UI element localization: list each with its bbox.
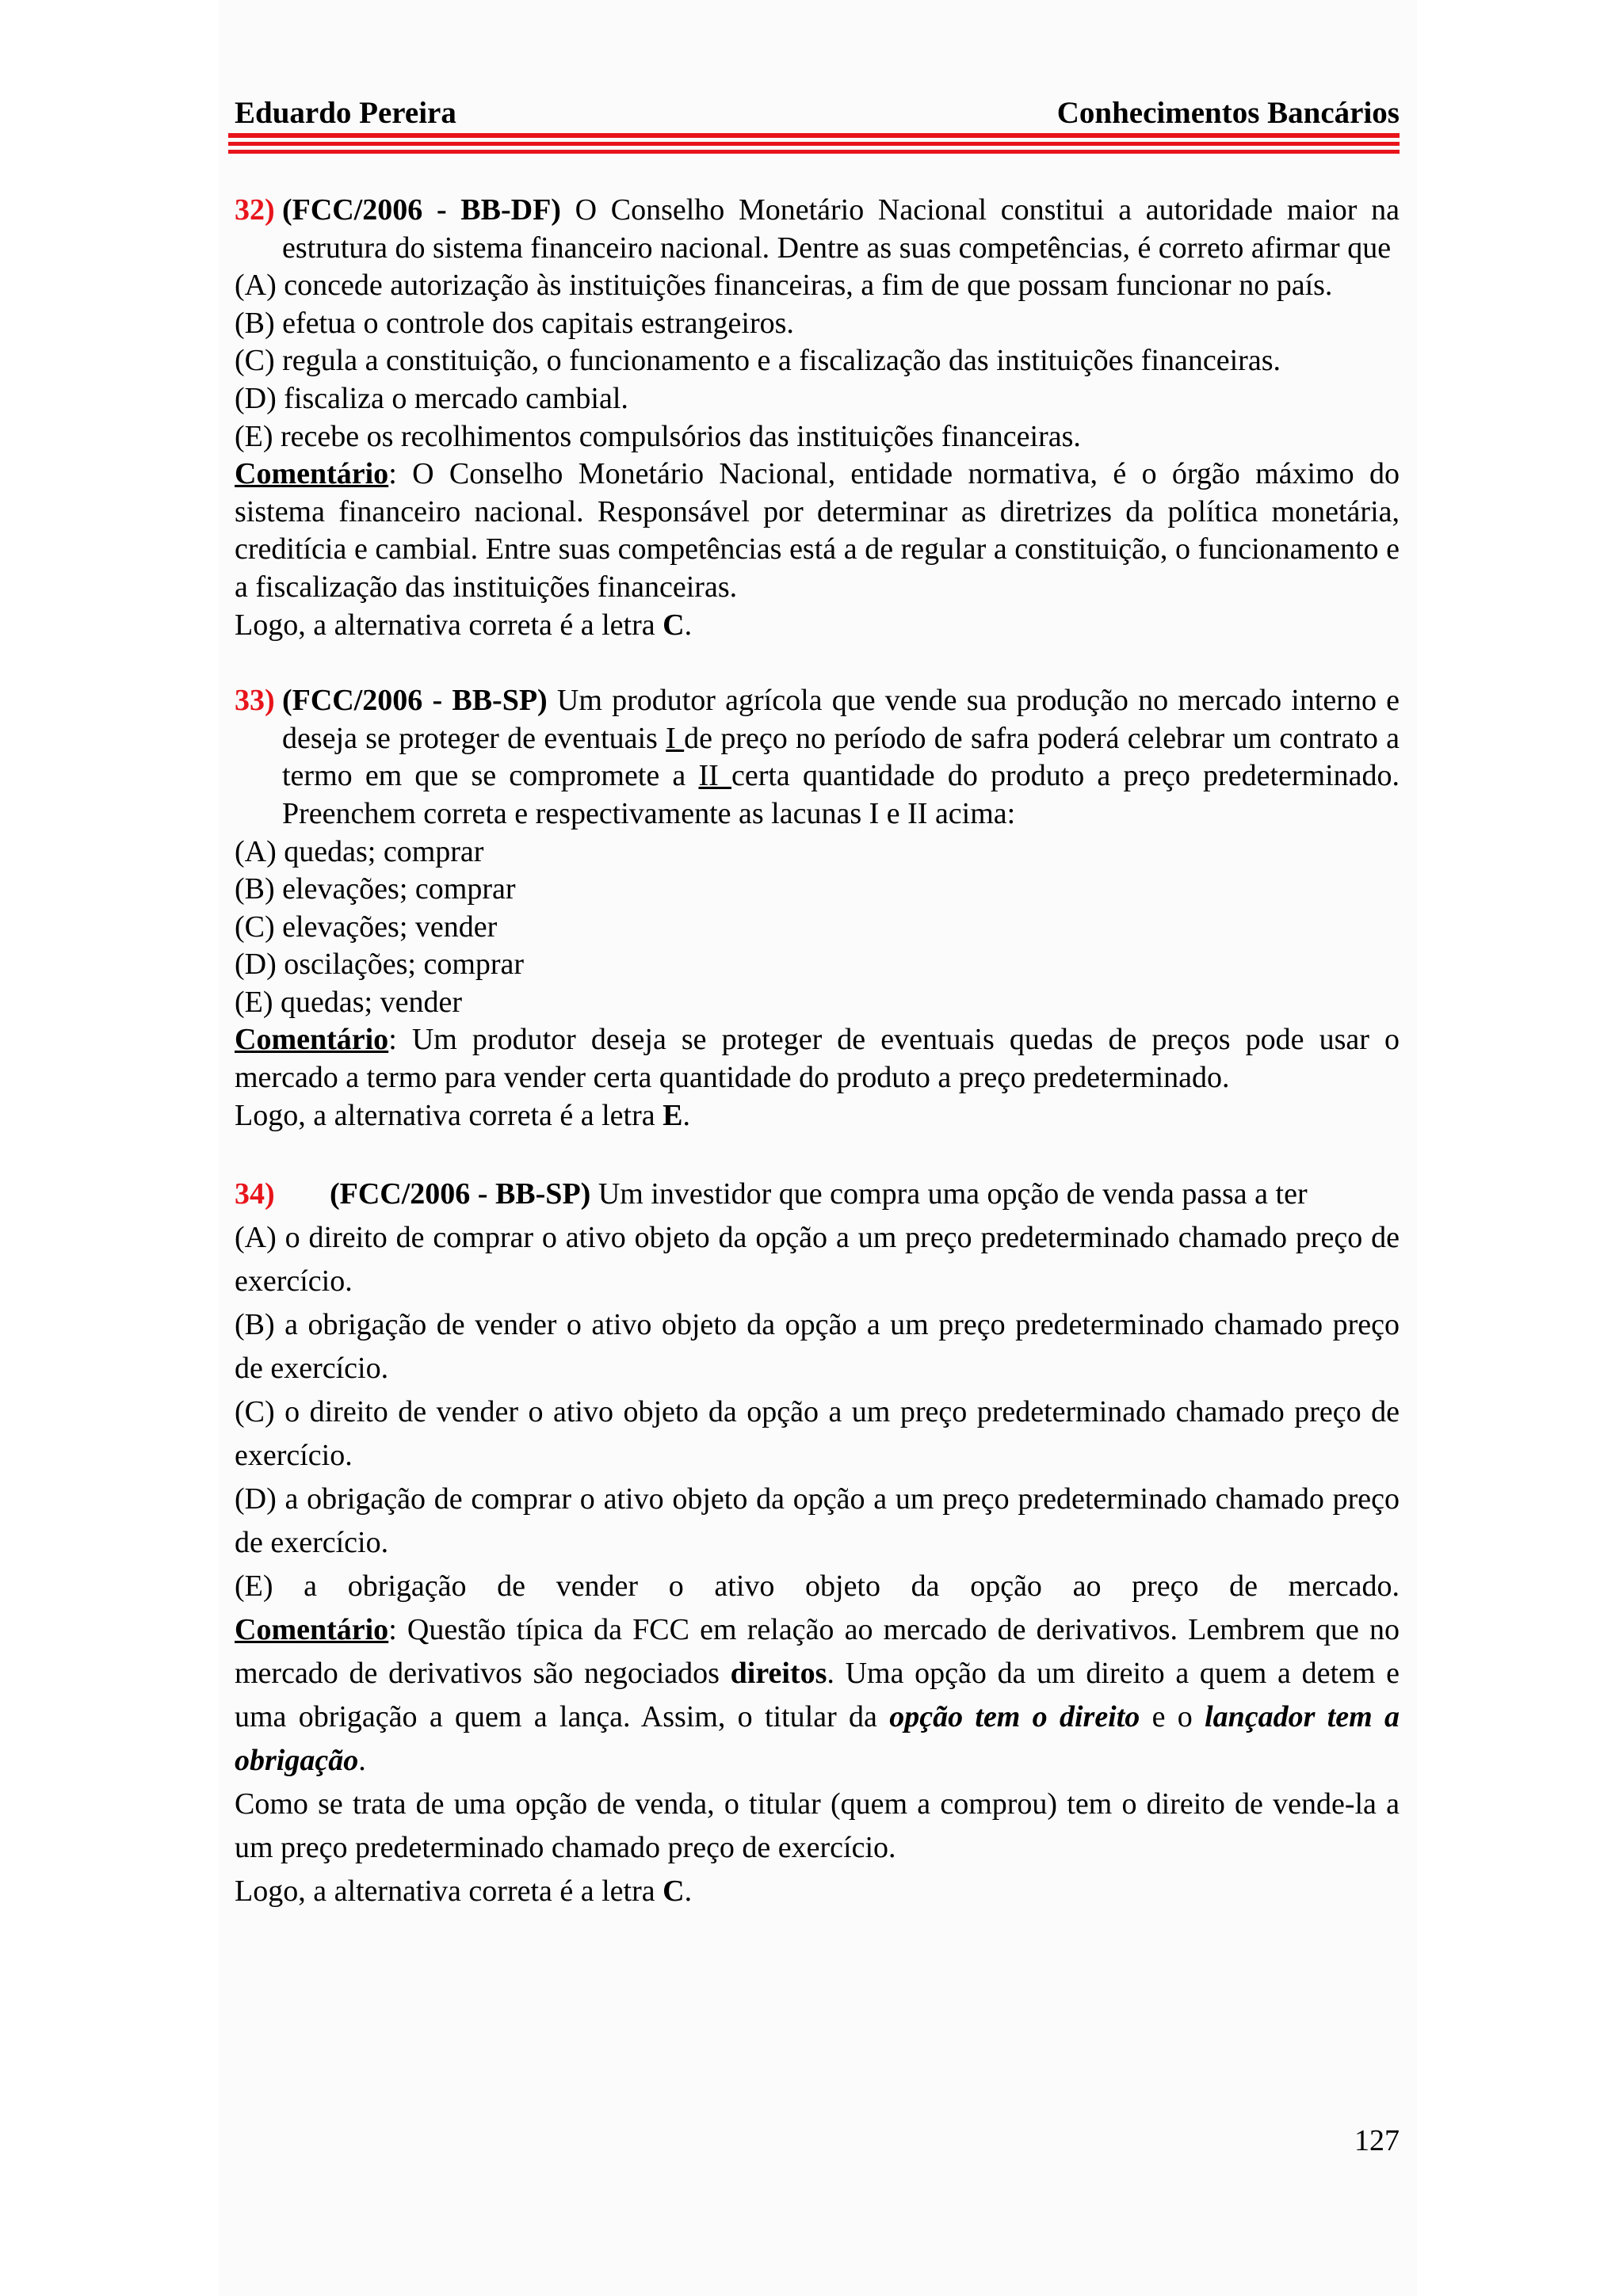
- question-text: Um investidor que compra uma opção de venda passa a ter: [590, 1177, 1308, 1211]
- emphasis-lancador: lançador tem a obrigação: [235, 1700, 1400, 1778]
- question-number: 33): [235, 684, 275, 718]
- comment-text: : O Conselho Monetário Nacional, entidade normativa, é o órgão máximo do sistema financeiro nacional. Responsável por determinar as diretrizes da política monetária, creditícia e cambial. Entre suas competências está a de regular a constituição, o funcionamento e a fiscalização das instituições financeiras.: [235, 457, 1400, 604]
- explanation: Como se trata de uma opção de venda, o titular (quem a comprou) tem o direito de vende-la a um preço predeterminado chamado preço de exercício.: [235, 1787, 1400, 1865]
- option-e: (E) recebe os recolhimentos compulsórios das instituições financeiras.: [235, 419, 1081, 453]
- question-text: O Conselho Monetário Nacional constitui a autoridade maior na estrutura do sistema financeiro nacional. Dentre as suas competências, é correto afirmar que: [282, 193, 1400, 265]
- comment: [235, 1021, 1400, 1097]
- comment-label: Comentário: [235, 1023, 389, 1057]
- emphasis-direitos: direitos: [730, 1657, 827, 1691]
- blank-i: I: [666, 721, 685, 755]
- page-content: [235, 192, 1400, 1913]
- question-stem: [330, 1173, 1400, 1216]
- option-d: (D) a obrigação de comprar o ativo objeto da opção a um preço predeterminado chamado preço de exercício.: [235, 1482, 1400, 1560]
- answer-letter: C: [663, 608, 685, 642]
- header-author: Eduardo Pereira: [235, 96, 456, 130]
- option-b: (B) elevações; comprar: [235, 872, 516, 906]
- answer-line: Logo, a alternativa correta é a letra E.: [235, 1098, 690, 1132]
- option-c: (C) regula a constituição, o funcionamento e a fiscalização das instituições financeiras.: [235, 344, 1281, 378]
- question-34: [235, 1173, 1400, 1913]
- header-rule: [228, 133, 1400, 158]
- blank-ii: II: [698, 759, 731, 793]
- header-subject: Conhecimentos Bancários: [1056, 96, 1400, 130]
- option-e: (E) quedas; vender: [235, 985, 462, 1019]
- answer-letter: E: [663, 1098, 683, 1132]
- question-number: 34): [235, 1177, 275, 1211]
- option-a: (A) o direito de comprar o ativo objeto da opção a um preço predeterminado chamado preço de exercício.: [235, 1221, 1400, 1299]
- comment-text: : Um produtor deseja se proteger de eventuais quedas de preços pode usar o mercado a termo para vender certa quantidade do produto a preço predeterminado.: [235, 1023, 1400, 1095]
- answer-line: Logo, a alternativa correta é a letra C.: [235, 608, 693, 642]
- answer-line: Logo, a alternativa correta é a letra C.: [235, 1875, 693, 1909]
- option-d: (D) fiscaliza o mercado cambial.: [235, 381, 628, 415]
- question-number: 32): [235, 193, 275, 227]
- question-33: [235, 682, 1400, 1135]
- option-d: (D) oscilações; comprar: [235, 948, 525, 982]
- question-stem: [282, 192, 1400, 267]
- question-source: (FCC/2006 - BB-SP): [282, 684, 548, 718]
- option-c: (C) o direito de vender o ativo objeto da opção a um preço predeterminado chamado preço de exercício.: [235, 1395, 1400, 1473]
- comment-label: Comentário: [235, 1613, 389, 1647]
- question-source: (FCC/2006 - BB-SP): [330, 1177, 591, 1211]
- comment: Comentário: Questão típica da FCC em relação ao mercado de derivativos. Lembrem que no mercado de derivativos são negociados direitos. Uma opção da um direito a quem a detem e uma obrigação a quem a lança. Assim, o titular da opção tem o direito e o lançador tem a obrigação.: [235, 1613, 1400, 1778]
- running-header: [235, 95, 1400, 131]
- option-a: (A) quedas; comprar: [235, 834, 484, 868]
- emphasis-opcao: opção tem o direito: [889, 1700, 1140, 1734]
- option-c: (C) elevações; vender: [235, 910, 498, 944]
- comment-label: Comentário: [235, 457, 389, 491]
- question-stem: (FCC/2006 - BB-SP) Um produtor agrícola que vende sua produção no mercado interno e deseja se proteger de eventuais I de preço no período de safra poderá celebrar um contrato a termo em que se compromete a II certa quantidade do produto a preço predeterminado. Preenchem correta e respectivamente as lacunas I e II acima:: [282, 684, 1400, 830]
- option-e: (E) a obrigação de vender o ativo objeto da opção ao preço de mercado.: [235, 1569, 1400, 1604]
- page-number: 127: [1354, 2124, 1400, 2157]
- option-b: (B) a obrigação de vender o ativo objeto da opção a um preço predeterminado chamado preço de exercício.: [235, 1308, 1400, 1386]
- option-b: (B) efetua o controle dos capitais estrangeiros.: [235, 306, 794, 340]
- comment: [235, 456, 1400, 606]
- question-32: [235, 192, 1400, 644]
- answer-letter: C: [663, 1875, 685, 1909]
- option-a: (A) concede autorização às instituições financeiras, a fim de que possam funcionar no país.: [235, 269, 1333, 303]
- question-source: (FCC/2006 - BB-DF): [282, 193, 561, 227]
